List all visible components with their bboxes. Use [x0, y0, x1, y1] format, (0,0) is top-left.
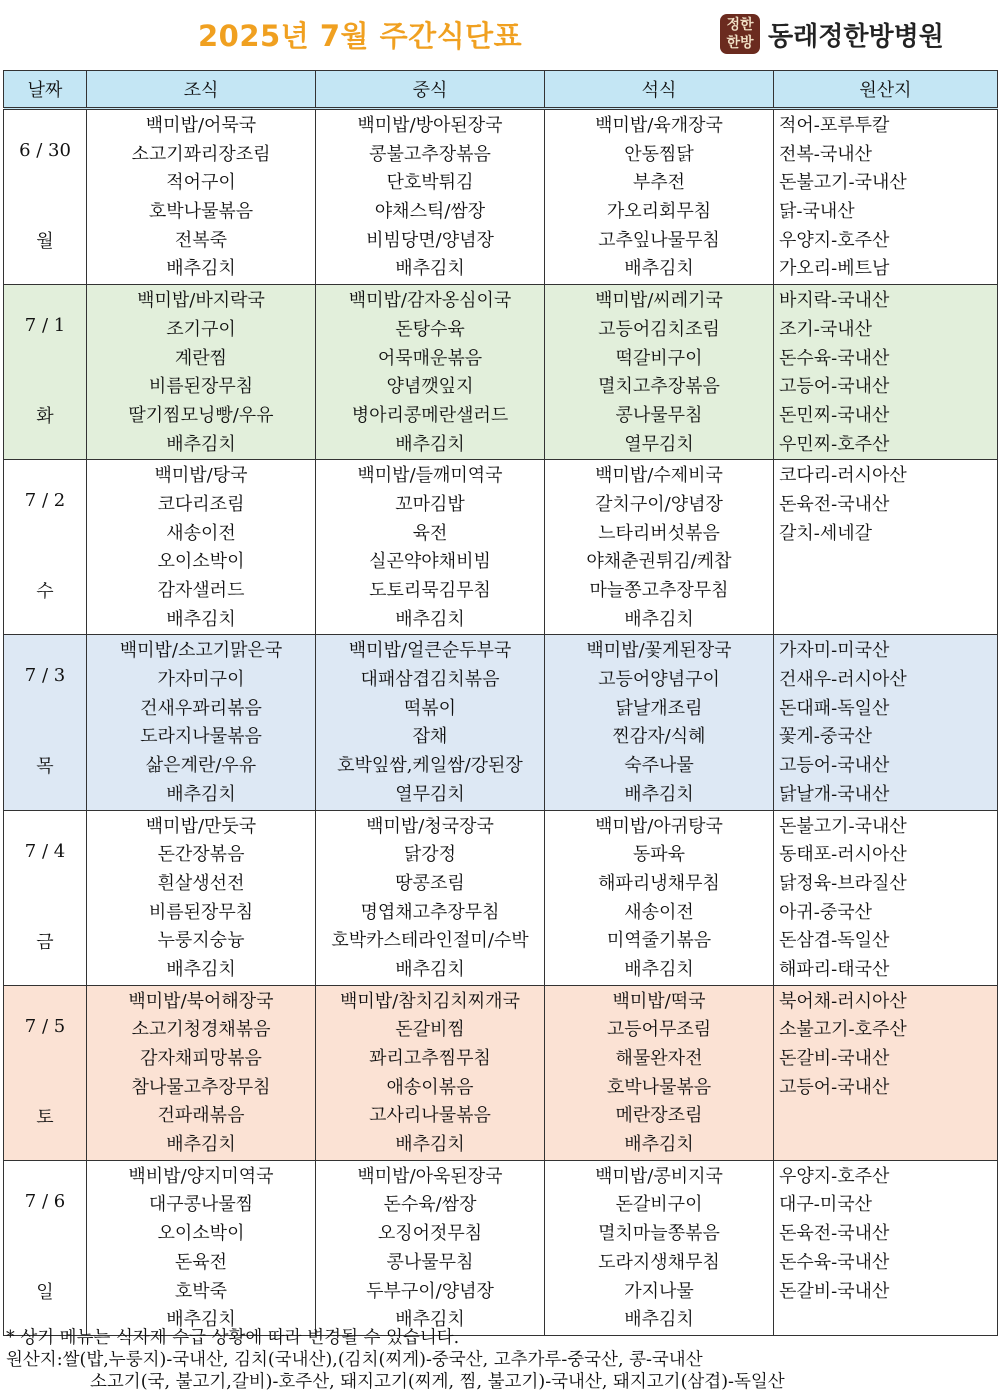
- menu-item: 떡갈비구이: [615, 347, 703, 369]
- menu-item: 배추김치: [395, 1309, 465, 1331]
- origin-item: 우민찌-호주산: [779, 433, 890, 455]
- menu-item: 배추김치: [624, 258, 694, 280]
- date-label: 7 / 1: [24, 315, 66, 337]
- weekday-label: 월: [36, 231, 54, 252]
- day-row: [4, 635, 998, 810]
- menu-item: 고등어김치조림: [598, 318, 720, 340]
- menu-body: [4, 109, 998, 1336]
- menu-item: 배추김치: [166, 783, 236, 805]
- origin-item: 꽃게-중국산: [779, 726, 873, 748]
- menu-item: 돈육전: [174, 1251, 228, 1273]
- menu-item: 고등어무조림: [606, 1019, 712, 1041]
- menu-item: 백미밥/얼큰순두부국: [348, 640, 512, 662]
- menu-item: 호박나물볶음: [148, 201, 254, 223]
- weekday-label: 금: [36, 931, 54, 953]
- menu-item: 가오리회무침: [606, 201, 712, 223]
- menu-item: 해물완자전: [615, 1048, 703, 1069]
- menu-item: 백미밥/어묵국: [145, 115, 257, 136]
- menu-item: 콩불고추장볶음: [369, 143, 491, 165]
- day-row: [4, 1160, 998, 1335]
- menu-item: 백미밥/방아된장국: [357, 115, 503, 136]
- menu-item: 배추김치: [624, 958, 694, 980]
- menu-item: 계란찜: [174, 347, 228, 369]
- menu-item: 동파육: [632, 844, 686, 866]
- menu-item: 백미밥/북어해장국: [128, 990, 274, 1012]
- origin-item: 동태포-러시아산: [779, 844, 907, 866]
- table-header-row: [4, 71, 998, 109]
- breakfast-cell: [87, 635, 316, 810]
- menu-item: 백미밥/감자옹심이국: [348, 290, 512, 312]
- menu-item: 배추김치: [624, 1309, 694, 1331]
- menu-item: 새송이전: [624, 901, 694, 923]
- breakfast-cell: [87, 460, 316, 635]
- date-cell: [4, 109, 87, 285]
- note-change-notice: * 상기 메뉴는 식자재 수급 상황에 따라 변경될 수 있습니다.: [6, 1328, 460, 1348]
- hospital-logo: [720, 12, 944, 56]
- weekday-label: 수: [36, 581, 54, 603]
- menu-item: 대구콩나물찜: [148, 1194, 254, 1216]
- lunch-cell: [316, 1160, 545, 1335]
- origin-item: 돈육전-국내산: [779, 1223, 890, 1245]
- menu-item: 백미밥/꽃게된장국: [586, 640, 732, 662]
- breakfast-cell: [87, 285, 316, 460]
- menu-item: 참나물고추장무침: [131, 1076, 271, 1098]
- menu-item: 양념깻잎지: [386, 376, 474, 398]
- menu-item: 호박잎쌈,케일쌈/강된장: [337, 755, 523, 777]
- menu-item: 닭날개조림: [615, 697, 703, 719]
- dinner-cell: [545, 460, 774, 635]
- menu-item: 멸치고추장볶음: [598, 376, 720, 398]
- menu-item: 가자미구이: [157, 669, 245, 691]
- menu-item: 배추김치: [395, 1134, 465, 1156]
- menu-item: 소고기꽈리장조림: [131, 143, 271, 165]
- weekday-label: 목: [36, 756, 54, 778]
- menu-item: 갈치구이/양념장: [595, 493, 723, 515]
- menu-item: 배추김치: [166, 958, 236, 980]
- footnotes: [6, 1327, 996, 1393]
- day-row: [4, 460, 998, 635]
- origin-item: 아귀-중국산: [779, 901, 873, 923]
- menu-item: 배추김치: [624, 608, 694, 630]
- origin-cell: [774, 285, 998, 460]
- date-label: 7 / 4: [24, 840, 66, 862]
- origin-item: 고등어-국내산: [779, 376, 890, 398]
- origin-item: 닭정육-브라질산: [779, 872, 907, 894]
- date-cell: [4, 460, 87, 635]
- origin-item: 돈육전-국내산: [779, 493, 890, 515]
- origin-item: 우양지-호주산: [779, 229, 890, 251]
- origin-item: 고등어-국내산: [779, 755, 890, 777]
- menu-item: 배추김치: [624, 783, 694, 805]
- menu-item: 도라지나물볶음: [140, 726, 262, 748]
- menu-item: 백미밥/참치김치찌개국: [340, 990, 520, 1012]
- menu-item: 안동찜닭: [624, 143, 694, 165]
- origin-item: 돈갈비-국내산: [779, 1048, 890, 1069]
- origin-cell: [774, 810, 998, 985]
- origin-item: 해파리-태국산: [779, 958, 890, 980]
- menu-item: 소고기청경채볶음: [131, 1019, 271, 1041]
- menu-item: 배추김치: [395, 433, 465, 455]
- date-label: 7 / 5: [24, 1015, 66, 1037]
- dinner-cell: [545, 285, 774, 460]
- menu-item: 비름된장무침: [148, 376, 254, 398]
- menu-item: 육전: [412, 522, 448, 544]
- menu-item: 열무김치: [624, 433, 694, 455]
- menu-item: 백미밥/소고기맑은국: [119, 640, 283, 662]
- menu-item: 애송이볶음: [386, 1076, 474, 1098]
- weekday-label: 일: [36, 1281, 54, 1303]
- menu-item: 단호박튀김: [386, 172, 474, 194]
- menu-item: 비빔당면/양념장: [366, 229, 494, 251]
- origin-cell: [774, 109, 998, 285]
- menu-item: 고등어양념구이: [598, 669, 720, 691]
- menu-item: 도라지생채무침: [598, 1251, 720, 1273]
- menu-item: 어묵매운볶음: [377, 347, 483, 369]
- origin-item: 돈수육-국내산: [779, 347, 890, 369]
- menu-item: 돈갈비구이: [615, 1194, 703, 1216]
- menu-item: 실곤약야채비빔: [369, 551, 491, 573]
- menu-item: 고사리나물볶음: [369, 1105, 491, 1127]
- menu-item: 돈갈비찜: [395, 1019, 465, 1041]
- menu-item: 백미밥/들깨미역국: [357, 465, 503, 487]
- weekly-menu-table: [3, 70, 998, 1336]
- menu-item: 적어구이: [166, 172, 236, 194]
- origin-cell: [774, 635, 998, 810]
- menu-item: 오이소박이: [157, 551, 245, 573]
- menu-item: 가지나물: [624, 1280, 694, 1302]
- origin-item: 건새우-러시아산: [779, 669, 907, 691]
- date-label: 6 / 30: [19, 140, 71, 161]
- menu-item: 명엽채고추장무침: [360, 901, 500, 923]
- breakfast-cell: [87, 1160, 316, 1335]
- hospital-name: 동래정한방병원: [768, 21, 944, 52]
- weekday-label: 화: [36, 406, 54, 428]
- menu-item: 도토리묵김무침: [369, 580, 491, 601]
- menu-item: 배추김치: [166, 608, 236, 630]
- header: [0, 0, 1000, 68]
- menu-item: 백미밥/바지락국: [137, 290, 265, 312]
- menu-item: 배추김치: [166, 1309, 236, 1331]
- menu-item: 느타리버섯볶음: [598, 522, 720, 544]
- menu-item: 콩나물무침: [615, 404, 703, 426]
- menu-item: 해파리냉채무침: [598, 872, 720, 894]
- date-label: 7 / 3: [24, 665, 66, 687]
- seal-icon: [720, 14, 760, 54]
- dinner-cell: [545, 635, 774, 810]
- lunch-cell: [316, 810, 545, 985]
- origin-item: 소불고기-호주산: [779, 1019, 907, 1041]
- origin-item: 코다리-러시아산: [779, 465, 907, 487]
- dinner-cell: [545, 1160, 774, 1335]
- note-origin-1: 원산지:쌀(밥,누룽지)-국내산, 김치(국내산),(김치(찌게)-중국산, 고추가루-중국산, 콩-국내산: [6, 1350, 703, 1370]
- origin-item: 가자미-미국산: [779, 640, 890, 662]
- menu-item: 부추전: [632, 172, 686, 194]
- menu-item: 닭강정: [403, 844, 457, 866]
- menu-item: 마늘쫑고추장무침: [589, 580, 729, 601]
- menu-item: 백미밥/탕국: [154, 465, 248, 487]
- menu-item: 건새우꽈리볶음: [140, 697, 262, 719]
- header-dinner: 석식: [545, 71, 774, 109]
- origin-item: 갈치-세네갈: [779, 522, 873, 544]
- menu-item: 배추김치: [624, 1134, 694, 1156]
- origin-item: 우양지-호주산: [779, 1165, 890, 1187]
- origin-item: 전복-국내산: [779, 143, 873, 165]
- origin-item: 돈민찌-국내산: [779, 404, 890, 426]
- menu-item: 백미밥/씨레기국: [595, 290, 723, 312]
- date-label: 7 / 2: [24, 490, 66, 512]
- origin-item: 돈수육-국내산: [779, 1251, 890, 1273]
- menu-item: 떡볶이: [403, 697, 457, 719]
- menu-item: 전복죽: [174, 229, 228, 251]
- menu-item: 배추김치: [166, 1134, 236, 1156]
- menu-item: 두부구이/양념장: [366, 1280, 494, 1302]
- menu-item: 누룽지숭늉: [157, 930, 245, 952]
- date-cell: [4, 1160, 87, 1335]
- menu-item: 찐감자/식혜: [612, 726, 706, 748]
- menu-item: 야채춘권튀김/케찹: [586, 551, 732, 573]
- menu-item: 조기구이: [166, 318, 236, 340]
- date-cell: [4, 285, 87, 460]
- menu-item: 돈탕수육: [395, 318, 465, 340]
- menu-item: 꽈리고추찜무침: [369, 1048, 491, 1069]
- menu-item: 꼬마김밥: [395, 493, 465, 515]
- origin-item: 돈불고기-국내산: [779, 172, 907, 194]
- menu-item: 백미밥/콩비지국: [595, 1165, 723, 1187]
- origin-item: 닭-국내산: [779, 201, 855, 223]
- origin-item: 바지락-국내산: [779, 290, 890, 312]
- menu-item: 숙주나물: [624, 755, 694, 777]
- menu-item: 배추김치: [166, 433, 236, 455]
- lunch-cell: [316, 635, 545, 810]
- menu-item: 백비밥/양지미역국: [128, 1165, 274, 1187]
- lunch-cell: [316, 460, 545, 635]
- lunch-cell: [316, 285, 545, 460]
- weekday-label: 토: [36, 1106, 54, 1128]
- date-cell: [4, 985, 87, 1160]
- origin-cell: [774, 460, 998, 635]
- menu-item: 호박카스테라인절미/수박: [331, 930, 529, 952]
- menu-item: 호박죽: [174, 1280, 228, 1302]
- menu-item: 병아리콩메란샐러드: [351, 404, 509, 426]
- note-origin-2: 소고기(국, 불고기,갈비)-호주산, 돼지고기(찌게, 찜, 불고기)-국내산, 돼지고기(삼겹)-독일산: [90, 1372, 785, 1392]
- menu-item: 백미밥/육개장국: [595, 115, 723, 136]
- page-title: 2025년 7월 주간식단표: [198, 19, 523, 53]
- origin-item: 돈불고기-국내산: [779, 815, 907, 837]
- date-cell: [4, 810, 87, 985]
- menu-item: 오징어젓무침: [377, 1223, 483, 1245]
- menu-item: 백미밥/수제비국: [595, 465, 723, 487]
- menu-item: 대패삼겹김치볶음: [360, 669, 500, 691]
- day-row: [4, 109, 998, 285]
- menu-item: 감자샐러드: [157, 580, 245, 601]
- menu-item: 백미밥/아욱된장국: [357, 1165, 503, 1187]
- lunch-cell: [316, 985, 545, 1160]
- header-origin: 원산지: [774, 71, 998, 109]
- header-lunch: 중식: [316, 71, 545, 109]
- date-cell: [4, 635, 87, 810]
- menu-item: 비름된장무침: [148, 901, 254, 923]
- origin-item: 돈갈비-국내산: [779, 1280, 890, 1302]
- seal-text-bottom: 한방: [726, 35, 754, 51]
- menu-item: 건파래볶음: [157, 1105, 245, 1127]
- seal-text-top: 정한: [726, 17, 754, 33]
- menu-item: 백미밥/만둣국: [145, 815, 257, 837]
- menu-item: 잡채: [412, 726, 448, 748]
- breakfast-cell: [87, 985, 316, 1160]
- header-breakfast: 조식: [87, 71, 316, 109]
- lunch-cell: [316, 109, 545, 285]
- menu-item: 콩나물무침: [386, 1251, 474, 1273]
- origin-item: 돈대패-독일산: [779, 697, 890, 719]
- menu-item: 배추김치: [395, 608, 465, 630]
- origin-item: 적어-포루투칼: [779, 115, 890, 136]
- menu-item: 흰살생선전: [157, 872, 245, 894]
- breakfast-cell: [87, 810, 316, 985]
- menu-item: 백미밥/아귀탕국: [595, 815, 723, 837]
- menu-item: 고추잎나물무침: [598, 229, 720, 251]
- dinner-cell: [545, 109, 774, 285]
- menu-item: 코다리조림: [157, 493, 245, 515]
- dinner-cell: [545, 810, 774, 985]
- date-label: 7 / 6: [24, 1190, 66, 1212]
- day-row: [4, 985, 998, 1160]
- menu-item: 딸기찜모닝빵/우유: [128, 404, 274, 426]
- menu-item: 배추김치: [166, 258, 236, 280]
- origin-item: 고등어-국내산: [779, 1076, 890, 1098]
- menu-item: 배추김치: [395, 258, 465, 280]
- origin-item: 대구-미국산: [779, 1194, 873, 1216]
- menu-item: 멸치마늘쫑볶음: [598, 1223, 720, 1245]
- menu-item: 호박나물볶음: [606, 1076, 712, 1098]
- menu-item: 미역줄기볶음: [606, 930, 712, 952]
- menu-item: 땅콩조림: [395, 872, 465, 894]
- menu-item: 돈간장볶음: [157, 844, 245, 866]
- header-date: 날짜: [4, 71, 87, 109]
- menu-item: 백미밥/떡국: [612, 990, 706, 1012]
- dinner-cell: [545, 985, 774, 1160]
- menu-item: 돈수육/쌈장: [383, 1194, 477, 1216]
- origin-cell: [774, 1160, 998, 1335]
- origin-item: 돈삼겹-독일산: [779, 930, 890, 952]
- menu-item: 오이소박이: [157, 1223, 245, 1245]
- menu-item: 삶은계란/우유: [145, 755, 257, 777]
- menu-item: 새송이전: [166, 522, 236, 544]
- origin-item: 조기-국내산: [779, 318, 873, 340]
- menu-item: 백미밥/청국장국: [366, 815, 494, 837]
- menu-item: 배추김치: [395, 958, 465, 980]
- origin-item: 북어채-러시아산: [779, 990, 907, 1012]
- day-row: [4, 285, 998, 460]
- menu-item: 메란장조림: [615, 1105, 703, 1127]
- origin-item: 가오리-베트남: [779, 258, 890, 280]
- breakfast-cell: [87, 109, 316, 285]
- menu-item: 열무김치: [395, 783, 465, 805]
- menu-item: 야채스틱/쌈장: [374, 201, 486, 223]
- day-row: [4, 810, 998, 985]
- origin-item: 닭날개-국내산: [779, 783, 890, 805]
- origin-cell: [774, 985, 998, 1160]
- menu-item: 감자채피망볶음: [140, 1048, 262, 1069]
